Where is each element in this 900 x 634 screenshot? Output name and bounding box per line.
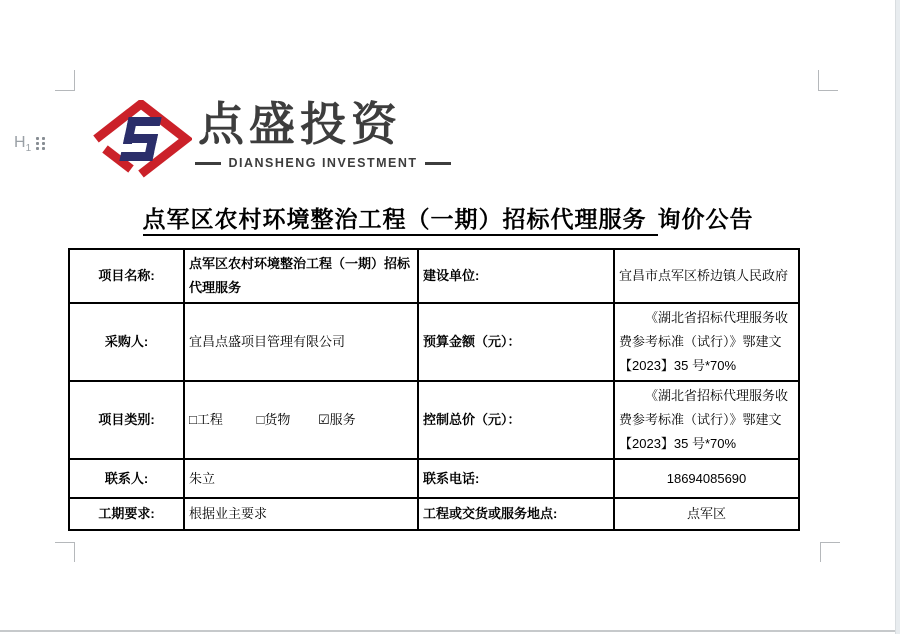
table-row — [69, 459, 799, 498]
value-budget-amount[interactable]: 《湖北省招标代理服务收费参考标准（试行）》鄂建文【2023】35 号*70% — [614, 303, 799, 381]
label-schedule-requirement[interactable]: 工期要求: — [69, 498, 184, 530]
company-name-chinese: 点盛投资 — [198, 98, 402, 150]
vertical-scrollbar[interactable] — [895, 0, 900, 634]
table-row — [69, 249, 799, 303]
table-row — [69, 381, 799, 459]
value-control-total-price[interactable]: 《湖北省招标代理服务收费参考标准（试行）》鄂建文【2023】35 号*70% — [614, 381, 799, 459]
company-logo-diamond-icon — [90, 100, 192, 178]
checkbox-option-services[interactable] — [318, 412, 356, 427]
table-row — [69, 498, 799, 530]
checkbox-unchecked-icon: □ — [189, 412, 197, 427]
label-project-category[interactable]: 项目类别: — [69, 381, 184, 459]
checkbox-option-engineering[interactable] — [189, 412, 223, 427]
value-contact-phone[interactable]: 18694085690 — [614, 459, 799, 498]
value-project-name-text: 点军区农村环境整治工程（一期）招标代理服务 — [189, 256, 411, 295]
label-budget-amount[interactable]: 预算金额（元）： — [418, 303, 614, 381]
company-name-english: DIANSHENG INVESTMENT — [228, 156, 418, 170]
label-control-total-price[interactable]: 控制总价（元）： — [418, 381, 614, 459]
value-project-category[interactable] — [184, 381, 418, 459]
value-construction-unit[interactable]: 宜昌市点军区桥边镇人民政府 — [614, 249, 799, 303]
logo-dash-left — [195, 162, 221, 165]
value-purchaser[interactable]: 宜昌点盛项目管理有限公司 — [184, 303, 418, 381]
value-contact-person[interactable]: 朱立 — [184, 459, 418, 498]
checkbox-label: 货物 — [264, 412, 291, 427]
checkbox-option-goods[interactable] — [257, 412, 291, 427]
document-title-suffix: 询价公告 — [657, 206, 754, 232]
document-title — [0, 201, 896, 234]
checkbox-label: 服务 — [329, 412, 356, 427]
value-service-location[interactable]: 点军区 — [614, 498, 799, 530]
value-schedule-requirement[interactable]: 根据业主要求 — [184, 498, 418, 530]
document-title-underlined: 点军区农村环境整治工程（一期）招标代理服务 — [143, 206, 658, 236]
label-project-name[interactable]: 项目名称: — [69, 249, 184, 303]
page-bottom-divider — [0, 630, 895, 632]
logo-dash-right — [425, 162, 451, 165]
heading-letter: H — [14, 134, 26, 151]
checkbox-label: 工程 — [196, 412, 223, 427]
checkbox-checked-icon: ☑ — [318, 412, 330, 427]
value-project-name[interactable] — [184, 249, 418, 303]
heading-level-indicator[interactable] — [14, 133, 31, 159]
paragraph-drag-handle-icon[interactable] — [36, 137, 45, 150]
heading-number: 1 — [25, 143, 32, 155]
label-service-location[interactable]: 工程或交货或服务地点: — [418, 498, 614, 530]
project-info-table — [68, 248, 800, 531]
table-row — [69, 303, 799, 381]
company-name-english-row — [202, 156, 444, 170]
checkbox-unchecked-icon: □ — [256, 412, 265, 427]
label-construction-unit[interactable]: 建设单位: — [418, 249, 614, 303]
label-contact-phone[interactable]: 联系电话: — [418, 459, 614, 498]
label-contact-person[interactable]: 联系人: — [69, 459, 184, 498]
label-purchaser[interactable]: 采购人: — [69, 303, 184, 381]
